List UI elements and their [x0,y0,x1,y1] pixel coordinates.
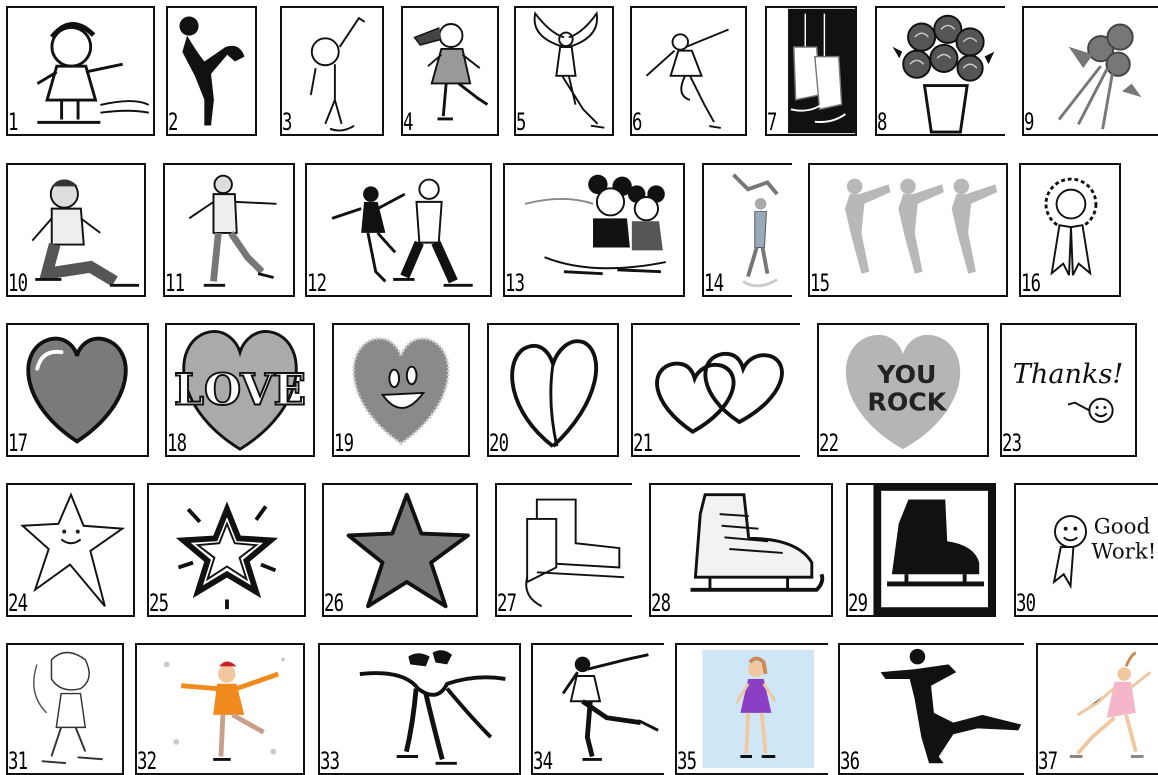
clipart-number: 22 [819,429,839,457]
clipart-number: 30 [1016,589,1036,617]
clipart-number: 6 [632,108,642,136]
rock-text: ROCK [867,387,947,417]
clipart-tile-14[interactable] [702,163,792,297]
clipart-tile-28[interactable] [649,483,833,617]
clipart-tile-3[interactable] [280,6,384,136]
clipart-tile-27[interactable] [495,483,632,617]
girl-skater-scarf-icon [403,8,497,134]
pair-skaters-icon [307,165,490,295]
angel-skater-icon [516,8,612,134]
clipart-tile-5[interactable] [514,6,614,136]
stick-figure-skater-icon [282,8,382,134]
glossy-heart-icon [8,325,147,455]
clipart-number: 35 [677,747,697,775]
good-text: Good [1093,514,1151,540]
sketch-skates-icon [497,485,632,615]
clipart-tile-9[interactable] [1022,6,1158,136]
clipart-number: 26 [324,589,344,617]
clipart-number: 10 [8,269,28,297]
good-work-smiley-icon [1016,485,1158,615]
clipart-tile-25[interactable] [147,483,306,617]
clipart-number: 5 [516,108,526,136]
clipart-number: 24 [8,589,28,617]
clipart-number: 28 [651,589,671,617]
clipart-tile-20[interactable] [487,323,619,457]
clipart-number: 1 [8,108,18,136]
clipart-number: 19 [334,429,354,457]
clipart-tile-31[interactable] [6,643,124,775]
clipart-tile-17[interactable] [6,323,149,457]
clipart-number: 36 [840,747,860,775]
clipart-tile-11[interactable] [163,163,295,297]
clipart-tile-37[interactable] [1036,643,1158,775]
clipart-number: 31 [8,747,28,775]
clipart-number: 9 [1024,108,1034,136]
clipart-tile-13[interactable] [503,163,685,297]
mickey-minnie-skating-icon [505,165,683,295]
clipart-number: 33 [320,747,340,775]
clipart-number: 12 [307,269,327,297]
clipart-tile-8[interactable] [875,6,1005,136]
hanging-skates-icon [767,8,855,134]
clipart-number: 2 [168,108,178,136]
clipart-tile-15[interactable] [808,163,1008,297]
clipart-number: 7 [767,108,777,136]
clipart-number: 25 [149,589,169,617]
clipart-tile-4[interactable] [401,6,499,136]
clipart-number: 34 [533,747,553,775]
black-skate-icon [848,485,994,615]
three-skater-silhouettes-icon [810,165,1006,295]
you-rock-heart-icon [819,325,987,455]
clipart-tile-10[interactable] [6,163,146,297]
clipart-tile-34[interactable] [531,643,664,775]
clipart-number: 18 [167,429,187,457]
clipart-tile-19[interactable] [332,323,470,457]
clipart-number: 4 [403,108,413,136]
clipart-tile-12[interactable] [305,163,492,297]
clipart-tile-29[interactable] [846,483,996,617]
grey-star-icon [324,485,476,615]
clipart-number: 32 [137,747,157,775]
clipart-number: 37 [1038,747,1058,775]
clipart-tile-24[interactable] [6,483,135,617]
ballerina-skater-icon [632,8,745,134]
cartoon-girl-skater-icon [8,8,153,134]
skater-silhouette-icon [168,8,255,134]
clipart-tile-23[interactable] [1000,323,1137,457]
skater-red-jacket-icon [137,645,303,773]
clipart-tile-35[interactable] [675,643,828,775]
love-heart-icon [167,325,313,455]
love-text: LOVE [173,365,307,416]
clipart-tile-36[interactable] [838,643,1024,775]
ink-pair-skaters-icon [320,645,519,773]
clipart-number: 14 [704,269,724,297]
clipart-tile-21[interactable] [631,323,800,457]
clipart-number: 3 [282,108,292,136]
burst-star-icon [149,485,304,615]
clipart-number: 11 [165,269,185,297]
clipart-tile-30[interactable] [1014,483,1158,617]
thanks-smiley-icon [1002,325,1135,455]
clipart-number: 8 [877,108,887,136]
clipart-tile-22[interactable] [817,323,989,457]
smiling-heart-icon [334,325,468,455]
clipart-tile-26[interactable] [322,483,478,617]
clipart-tile-33[interactable] [318,643,521,775]
clipart-tile-18[interactable] [165,323,315,457]
spiral-skater-icon [533,645,664,773]
thanks-text: Thanks! [1012,359,1124,391]
clipart-number: 15 [810,269,830,297]
clipart-number: 13 [505,269,525,297]
you-text: YOU [877,360,937,390]
clipart-tile-1[interactable] [6,6,155,136]
kneeling-boy-skater-icon [8,165,144,295]
clipart-number: 17 [8,429,28,457]
arabesque-silhouette-icon [840,645,1024,773]
clipart-number: 20 [489,429,509,457]
white-skate-icon [651,485,831,615]
clipart-tile-16[interactable] [1019,163,1121,297]
clipart-tile-2[interactable] [166,6,257,136]
work-text: Work! [1091,539,1157,565]
double-heart-icon [633,325,800,455]
clipart-number: 16 [1021,269,1041,297]
clipart-number: 29 [848,589,868,617]
clipart-number: 21 [633,429,653,457]
purple-dress-skater-icon [677,645,828,773]
rose-vase-icon [877,8,1005,134]
clipart-number: 23 [1002,429,1022,457]
clipart-tile-6[interactable] [630,6,747,136]
clipart-tile-32[interactable] [135,643,305,775]
clipart-number: 27 [497,589,517,617]
rose-bouquet-icon [1024,8,1158,134]
clipart-tile-7[interactable] [765,6,857,136]
